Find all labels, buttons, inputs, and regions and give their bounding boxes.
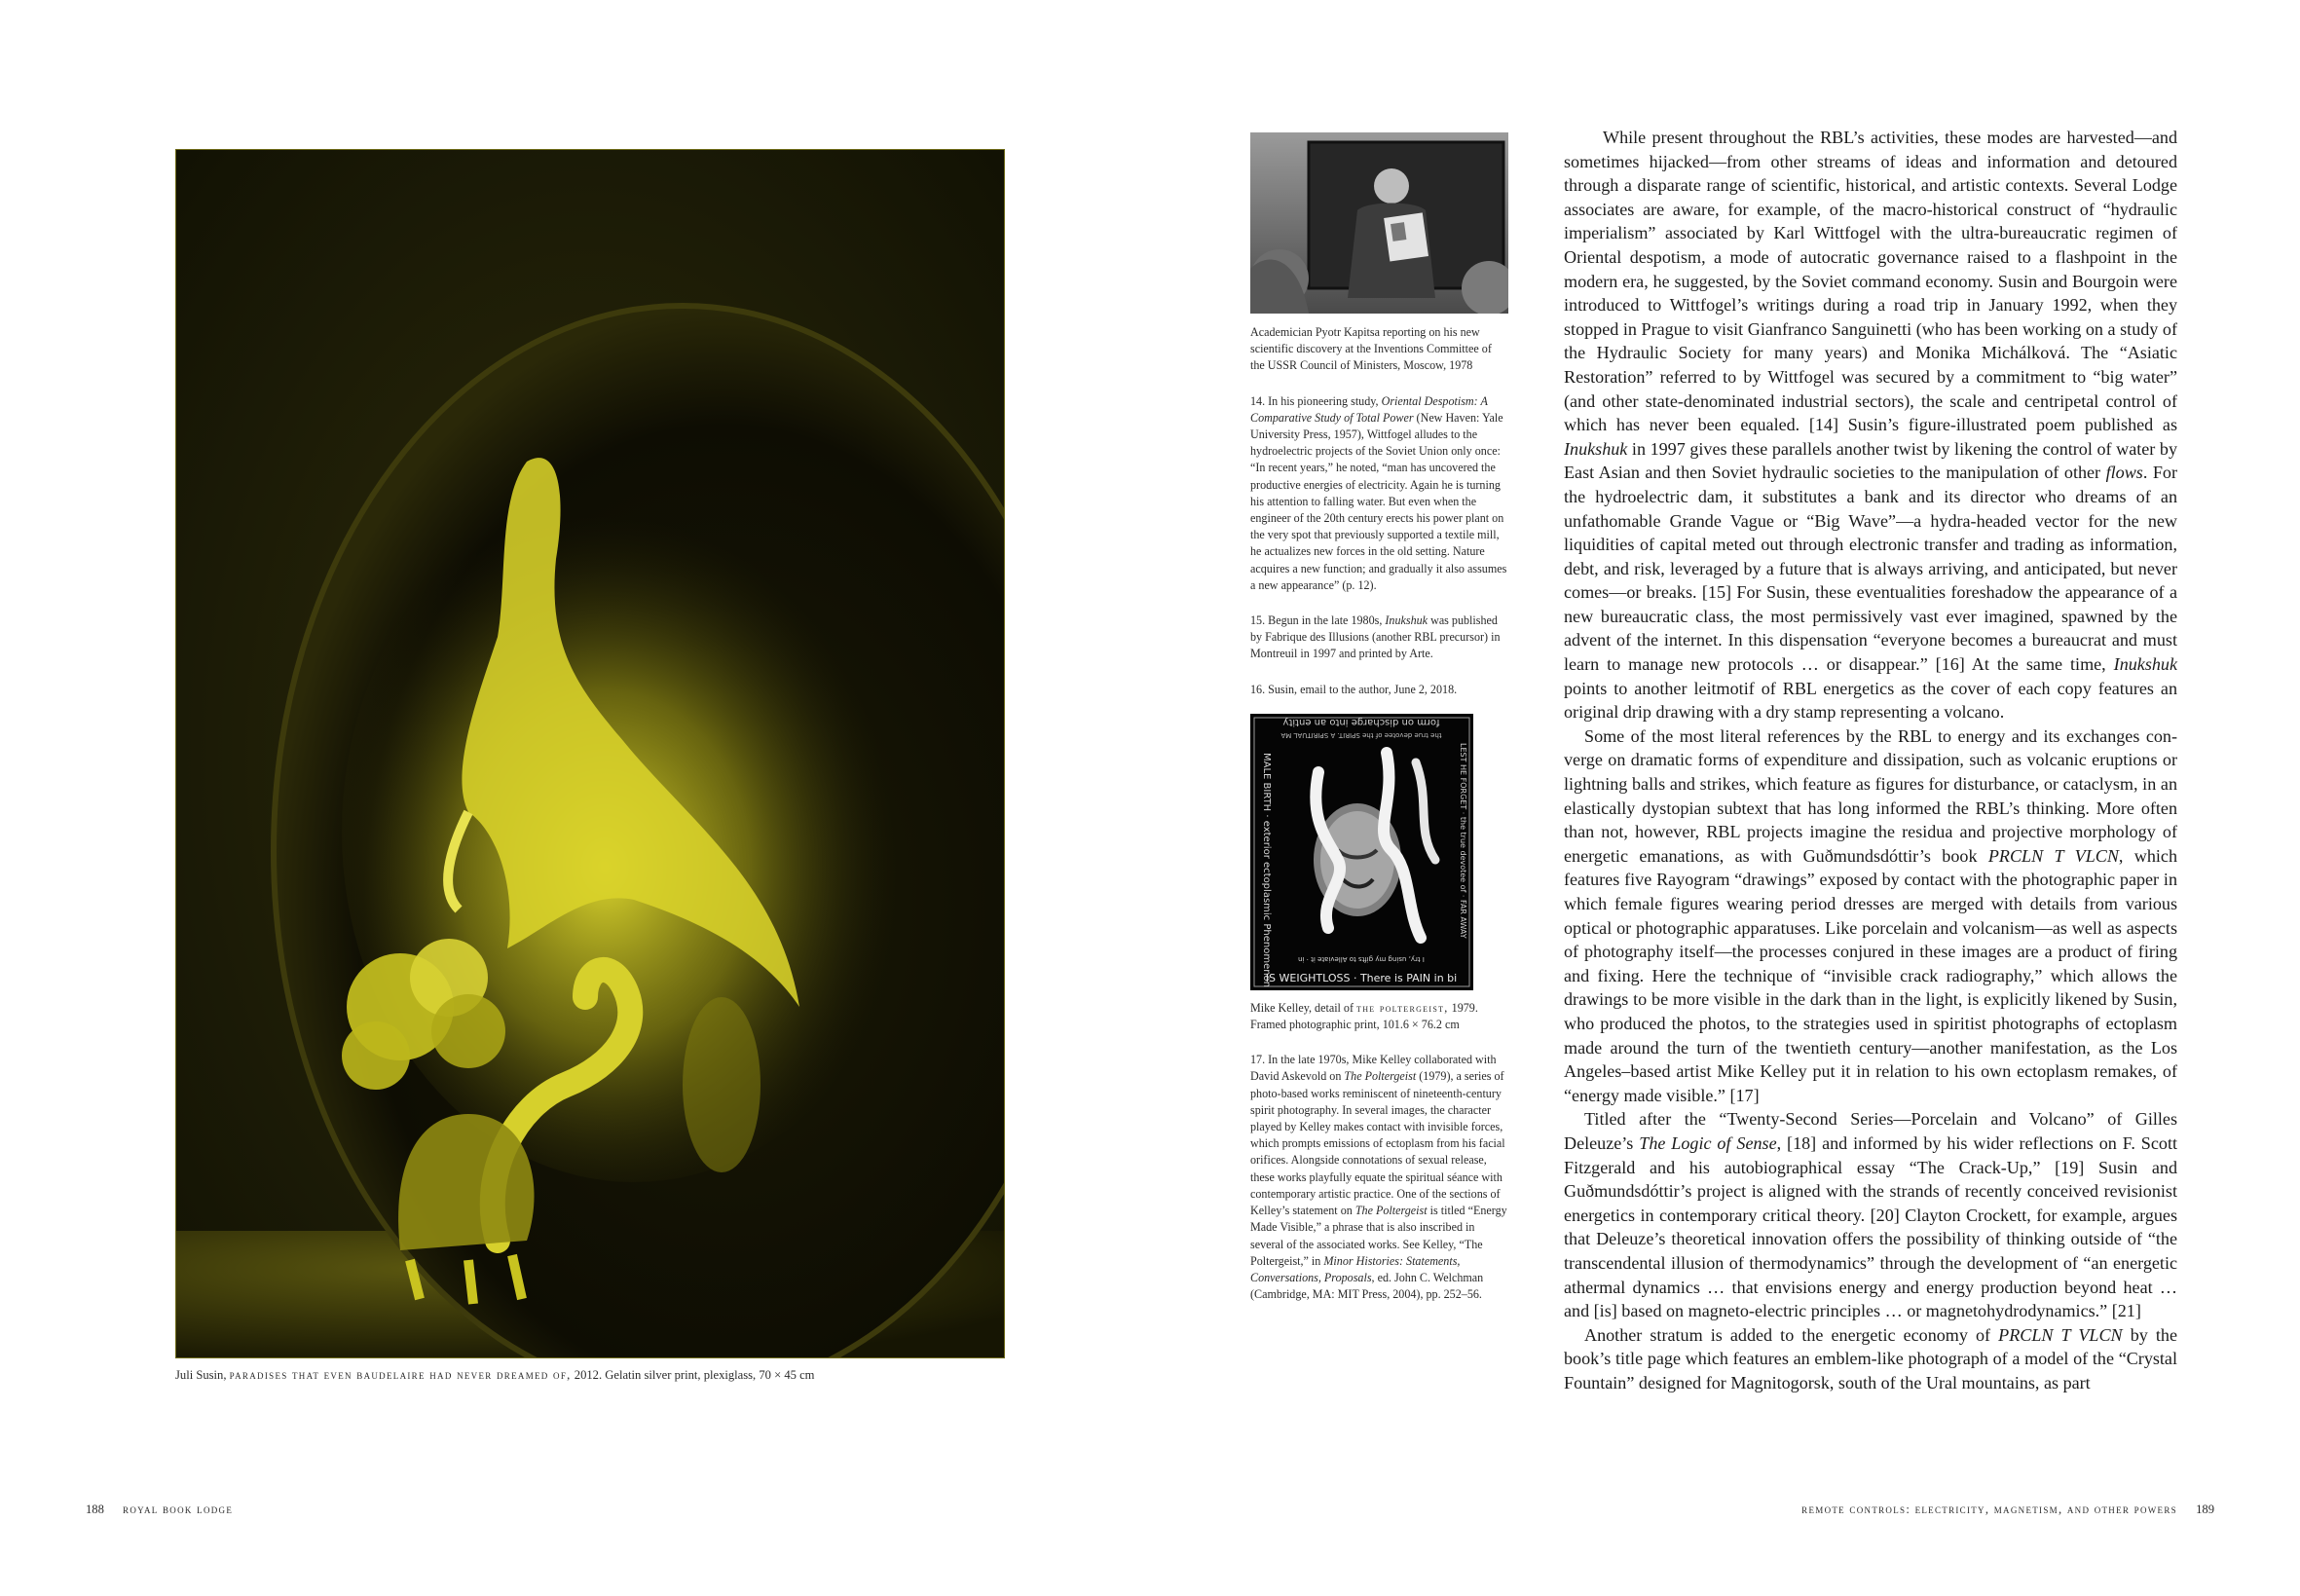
plate-caption-details: 2012. Gelatin silver print, plexiglass, 70 × 45 cm	[574, 1368, 815, 1382]
left-footer	[86, 1503, 233, 1517]
note-17-title-1: The Poltergeist	[1344, 1069, 1417, 1084]
note-14-a: 14. In his pioneering study,	[1250, 393, 1382, 408]
note-15-title: Inukshuk	[1385, 613, 1428, 628]
p1-text-a: While present throughout the RBL’s activities, these modes are harvested—and sometimes hijacked—from other streams of ideas and information and detoured through a disparate range of scientific, historical, and artistic contexts. Several Lodge associates are aware, for example, of the macro-historical construct of “hydraulic imperialism” associated by Karl Wittfogel with the ultra-bureaucratic regimen of Oriental despotism, a mode of autocratic governance raised to a flashpoint in the modern era, he suggested, by the Soviet command economy. Susin and Bourgoin were introduced to Wittfogel’s writings during a road trip in January 1992, when they stopped in Prague to visit Gianfranco Sanguinetti (who has been working on a study of the Hydraulic Society for many years) and Monika Michálková. The “Asiatic Restoration” referred to by Wittfogel was secured by a commitment to “big water” (and other state-denominated industrial sectors), the scale and centripetal control of which has never been equaled. [14] Susin’s figure-illustrated poem published as	[1564, 128, 2177, 435]
note-17-title-2: The Poltergeist	[1354, 1204, 1428, 1218]
kapitsa-caption	[1250, 324, 1508, 375]
note-15-a: 15. Begun in the late 1980s,	[1250, 613, 1386, 628]
plate-caption-artist: Juli Susin,	[175, 1368, 227, 1382]
body-paragraph-1	[1564, 126, 2177, 724]
kapitsa-caption-text: Academician Pyotr Kapitsa reporting on his new scientific discovery at the Inventions Committee of the USSR Council of Ministers, Moscow, 1978	[1250, 325, 1492, 373]
note-14	[1250, 393, 1508, 594]
poltergeist-caption-b: 1979. Framed photographic print, 101.6 × 76.2 cm	[1250, 1000, 1478, 1032]
body-paragraph-4	[1564, 1323, 2177, 1395]
plate-caption-title: paradises that even baudelaire had never dreamed of,	[229, 1368, 572, 1382]
right-footer	[1801, 1503, 2214, 1517]
poltergeist-text-top2: the true devotee of the SPIRIT. A SPIRITUAL MA	[1280, 730, 1442, 739]
left-folio-number: 188	[86, 1503, 104, 1516]
main-text-column	[1564, 126, 2177, 1394]
poltergeist-text-bottom: IS WEIGHTLOSS · There is PAIN in bi	[1265, 971, 1458, 984]
body-paragraph-2	[1564, 724, 2177, 1108]
note-16: 16. Susin, email to the author, June 2, 2018.	[1250, 682, 1458, 696]
p3-italic-logic-of-sense: The Logic of Sense	[1639, 1132, 1777, 1153]
p1-italic-inukshuk-2: Inukshuk	[2113, 654, 2177, 675]
poltergeist-text-bottom-small: I try, using my gifts to Alleviate it · in	[1298, 954, 1425, 963]
left-running-head: royal book lodge	[123, 1503, 234, 1516]
note-15-c: was published by Fabrique des Illusions (another RBL precursor) in Montreuil in 1997 and printed by Arte.	[1250, 613, 1501, 661]
side-column	[1250, 132, 1508, 1303]
poltergeist-text-left: MALE BIRTH · exterior ectoplasmic Phenomenon	[1261, 752, 1272, 987]
note-17-e: is titled “Energy Made Visible,” a phrase that is also inscribed in several of the associated works. See Kelley, “The Poltergeist,” in	[1250, 1204, 1507, 1268]
kapitsa-photo-image	[1250, 132, 1508, 314]
poltergeist-caption-title: the poltergeist,	[1356, 1000, 1449, 1015]
poltergeist-caption-a: Mike Kelley, detail of	[1250, 1000, 1357, 1015]
kapitsa-photograph	[1250, 132, 1508, 314]
p4-text-a: Another stratum is added to the energetic economy of	[1584, 1324, 1999, 1345]
plate-caption	[175, 1367, 1052, 1384]
note-17-book-title: Minor Histories: Statements, Conversations, Proposals	[1250, 1253, 1461, 1284]
poltergeist-photo-image	[1250, 714, 1473, 990]
p1-text-c: in 1997 gives these parallels another twist by likening the control of water by East Asian and then Soviet hydraulic societies to the manipulation of other	[1564, 438, 2177, 483]
right-folio-number: 189	[2196, 1503, 2214, 1516]
p4-text-c: by the book’s title page which features an emblem-like photograph of a model of the “Crystal Fountain” designed for Magnitogorsk, south of the Ural mountains, as part	[1564, 1324, 2177, 1392]
p1-text-g: points to another leitmotif of RBL energetics as the cover of each copy features an original drip drawing with a dry stamp representing a volcano.	[1564, 678, 2177, 723]
note-17-a: 17. In the late 1970s, Mike Kelley collaborated with David Askevold on	[1250, 1053, 1497, 1084]
p1-text-e: . For the hydroelectric dam, it substitutes a bank and its director who dreams of an unfathomable Grande Vague or “Big Wave”—a hydra-headed vector for the new liquidities of capital meted out through electronic transfer and trading as information, debt, and risk, leveraged by a future that is always arriving, and anticipated, but never comes—or breaks. [15] For Susin, these eventualities foreshadow the appearance of a new bureaucratic class, the most permissively vast ever imagined, spawned by the advent of the internet. In this dispensation “everyone becomes a bureaucrat and must learn to manage new protocols … or disappear.” [16] At the same time,	[1564, 463, 2178, 675]
p2-italic-prcln: PRCLN T VLCN	[1987, 845, 2119, 866]
poltergeist-text-top: form on discharge into an entity	[1282, 716, 1440, 727]
p3-text-c: , [18] and informed by his wider reflections on F. Scott Fitzgerald and his autobiographical essay “The Crack-Up,” [19] Susin and Guðmundsdóttir’s project is aligned with the strands of recently conceived revisionist energetics in contemporary critical theory. [20] Clayton Crockett, for example, argues that Deleuze’s theoretical innovation offers the possibility of thinking outside of “the transcendental illusion of thermodynamics” through the development of “an energetic athermal dynamics … that envisions energy and energy production beyond heat … and [is] based on magneto-electric principles … or magnetohydrodynamics.” [21]	[1564, 1132, 2178, 1321]
p3-text-a: Titled after the “Twenty-Second Series—Porcelain and Volcano” of Gilles Deleuze’s	[1564, 1109, 2177, 1153]
poltergeist-photograph	[1250, 714, 1473, 990]
note-14-title: Oriental Despotism: A Comparative Study of Total Power	[1250, 393, 1488, 425]
p2-text-a: Some of the most literal references by the RBL to energy and its exchanges converge on dramatic forms of expenditure and dissipation, such as volcanic eruptions or lightning balls and strikes, which feature as figures for disturbance, or cataclysm, in an elastically dystopian subtext that has long informed the RBL’s thinking. More often than not, however, RBL projects imagine the residua and projective morphology of energetic emanations, as with Guðmundsdóttir’s book	[1564, 725, 2177, 866]
poltergeist-text-right: LEST HE FORGET · the true devotee of · FAR AWAY	[1459, 742, 1467, 939]
plate-image	[176, 150, 1004, 1357]
note-17-g: , ed. John C. Welchman (Cambridge, MA: MIT Press, 2004), pp. 252–56.	[1250, 1270, 1484, 1302]
p1-italic-flows: flows	[2105, 463, 2143, 483]
p1-italic-inukshuk: Inukshuk	[1564, 438, 1628, 459]
right-running-head: remote controls: electricity, magnetism, and other powers	[1801, 1503, 2177, 1516]
plate-photograph	[175, 149, 1005, 1358]
p4-italic-prcln: PRCLN T VLCN	[1998, 1324, 2123, 1345]
body-paragraph-3	[1564, 1107, 2177, 1322]
note-17-c: (1979), a series of photo-based works reminiscent of nineteenth-century spirit photography. In several images, the character played by Kelley makes contact with invisible forces, which prompts emissions of ectoplasm from his facial orifices. Alongside connotations of sexual release, these works playfully equate the spiritual séance with contemporary artistic practice. One of the sections of Kelley’s statement on	[1250, 1069, 1505, 1218]
poltergeist-caption	[1250, 1000, 1508, 1033]
note-17	[1250, 1052, 1508, 1303]
note-15	[1250, 612, 1508, 663]
p2-text-c: , which features five Rayogram “drawings” exposed by contact with the photographic paper in which female figures wearing period dresses are merged with details from various optical or photographic apparatuses. Like porcelain and volcanism—as well as aspects of photography itself—the processes conjured in these images are a product of firing and fixing. Here the technique of “invisible crack radiography,” which allows the drawings to be more visible in the dark than in the light, is explicitly likened by Susin, who produced the photos, to the strategies used in spiritist photographs of ectoplasm made around the turn of the twentieth century—another manifestation, as the Los Angeles–based artist Mike Kelley put it in relation to his own ectoplasm remakes, of “energy made visible.” [17]	[1564, 845, 2178, 1105]
note-14-c: (New Haven: Yale University Press, 1957), Wittfogel alludes to the hydroelectric projects of the Soviet Union only once: “In recent years,” he noted, “man has uncovered the productive energies of electricity. Again he is turning his attention to falling water. But even when the engineer of the 20th century erects his power plant on the very spot that previously supported a textile mill, he actualizes new forces in the old setting. Nature acquires a new function; and gradually it also assumes a new appearance” (p. 12).	[1250, 410, 1507, 592]
